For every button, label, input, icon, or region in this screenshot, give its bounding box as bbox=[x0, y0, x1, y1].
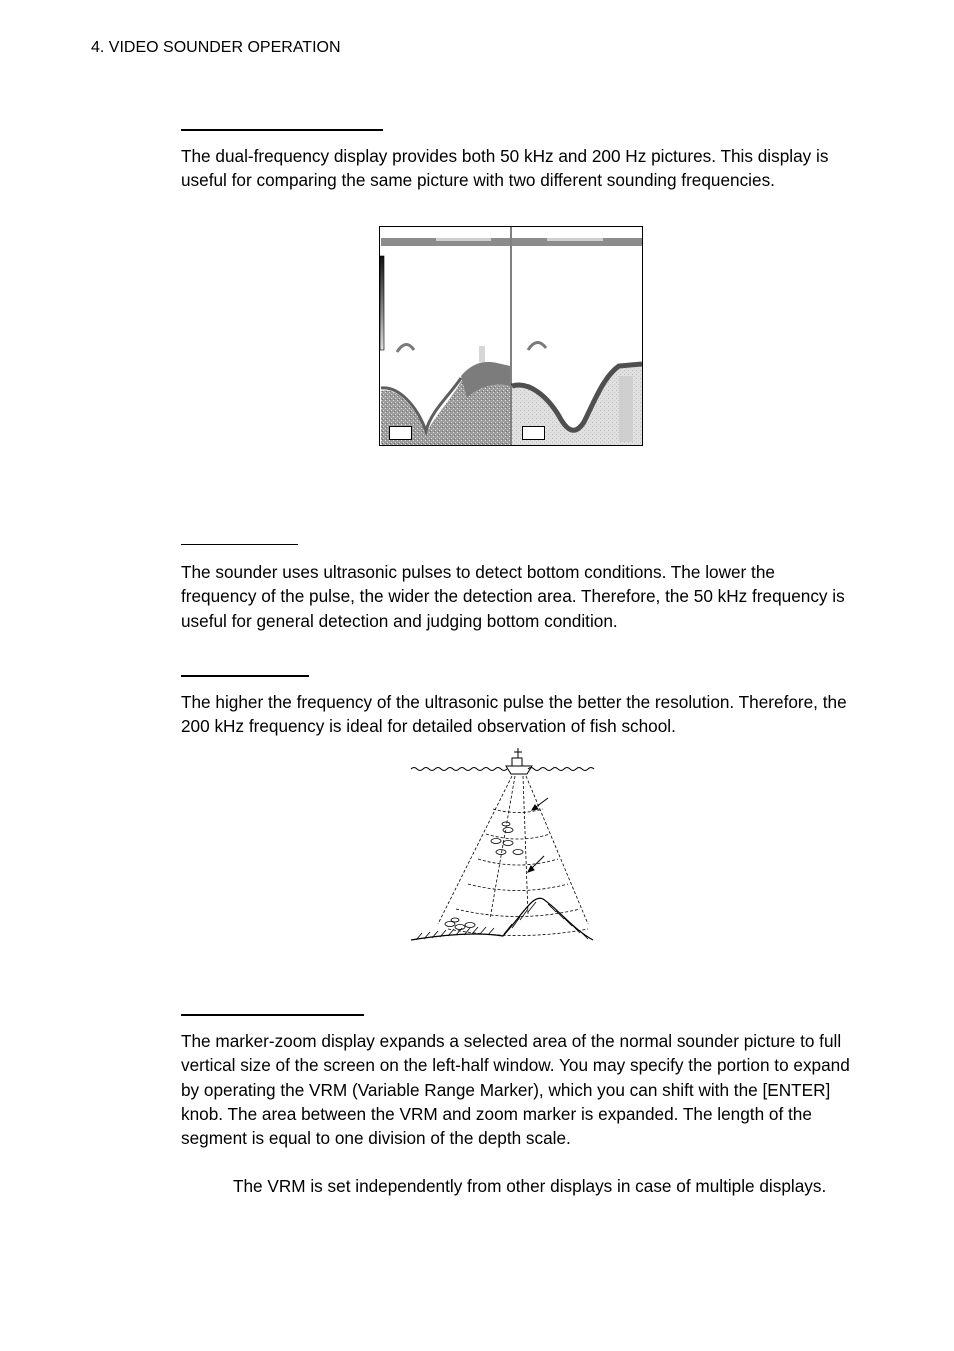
section-rule-high bbox=[181, 675, 309, 677]
sounding-beam-figure bbox=[408, 744, 598, 944]
note-vrm: The VRM is set independently from other displays in case of multiple displays. bbox=[233, 1176, 827, 1196]
section-rule-low bbox=[181, 544, 298, 545]
section-rule-zoom bbox=[181, 1014, 364, 1016]
sounding-beam-illustration-icon bbox=[408, 744, 598, 944]
section-rule-dual bbox=[181, 129, 383, 131]
dual-frequency-display-figure bbox=[379, 226, 644, 447]
paragraph-high-frequency: The higher the frequency of the ultrasonic pulse the better the resolution. Therefore, the 200 kHz frequency is ideal for detailed observation of fish school. bbox=[181, 692, 847, 737]
paragraph-low-frequency: The sounder uses ultrasonic pulses to detect bottom conditions. The lower the frequency of the pulse, the wider the detection area. Therefore, the 50 kHz frequency is useful for general detection and judging bottom condition. bbox=[181, 562, 845, 631]
paragraph-dual-frequency: The dual-frequency display provides both 50 kHz and 200 Hz pictures. This display is useful for comparing the same picture with two different sounding frequencies. bbox=[181, 146, 829, 191]
page-header: 4. VIDEO SOUNDER OPERATION bbox=[91, 39, 341, 56]
paragraph-marker-zoom: The marker-zoom display expands a selected area of the normal sounder picture to full vertical size of the screen on the left-half window. You may specify the portion to expand by operating the VRM (Variable Range Marker), which you can shift with the [ENTER] knob. The area between the VRM and zoom marker is expanded. The length of the segment is equal to one division of the depth scale. bbox=[181, 1031, 850, 1149]
